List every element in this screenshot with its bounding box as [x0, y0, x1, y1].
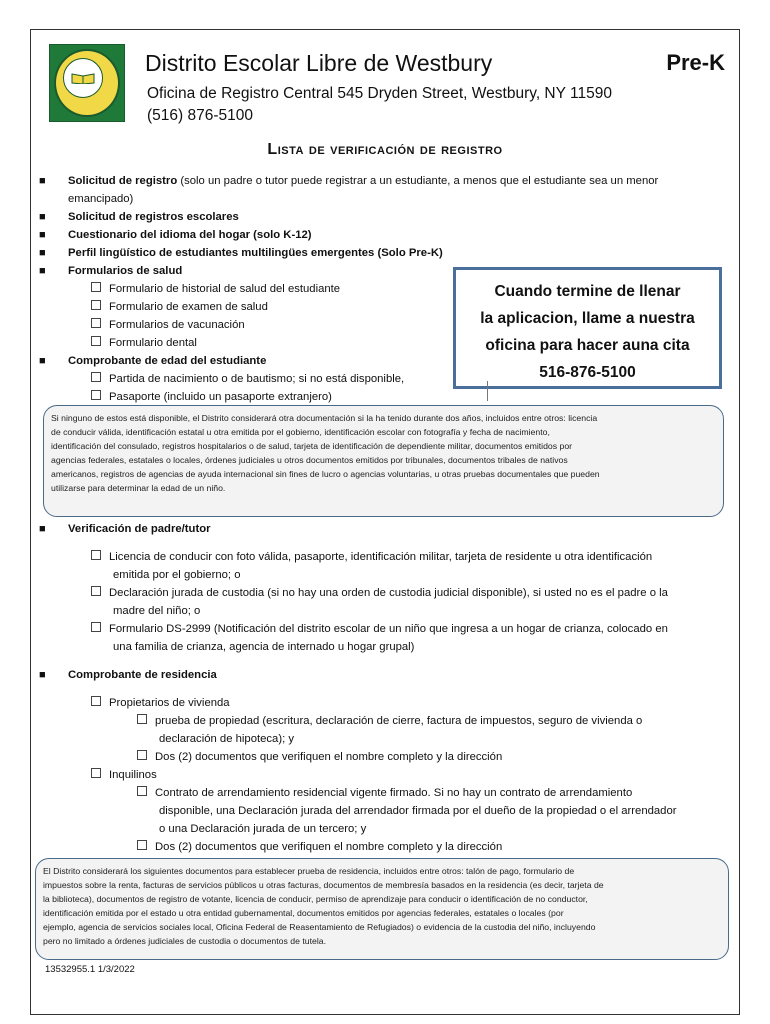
checkbox[interactable]	[91, 336, 101, 346]
checkbox-label: Contrato de arrendamiento residencial vigente firmado. Si no hay un contrato de arrendamiento	[155, 787, 633, 799]
list-item: ■ Verificación de padre/tutor	[31, 520, 731, 548]
checkbox-item[interactable]	[31, 694, 731, 712]
checkbox-label: Formulario dental	[109, 337, 197, 349]
checkbox-label: Licencia de conducir con foto válida, pasaporte, identificación militar, tarjeta de residente u otra identificación	[109, 551, 653, 563]
item-residencia: Comprobante de residencia	[68, 669, 217, 681]
checkbox-label: Dos (2) documentos que verifiquen el nombre completo y la dirección	[155, 751, 503, 763]
address-line: Oficina de Registro Central 545 Dryden Street, Westbury, NY 11590	[147, 85, 612, 102]
book-icon	[71, 72, 95, 84]
note-line: la biblioteca), documentos de registro de votante, licencia de conducir, permiso de aprendizaje para conducir o identificación de no conductor,	[43, 894, 588, 905]
list-item: ■ Formularios de salud	[31, 262, 721, 280]
callout-line: la aplicacion, llame a nuestra	[480, 310, 695, 327]
note-line: identificación del consulado, registros hospitalarios o de salud, tarjeta de identificación de dependiente militar, documentos emitidos por	[51, 441, 573, 452]
checkbox-label: Propietarios de vivienda	[109, 697, 230, 709]
list-item: ■ Perfil lingüístico de estudiantes multilingües emergentes (Solo Pre-K)	[31, 244, 721, 262]
checkbox-label-cont: declaración de hipoteca); y	[159, 733, 295, 745]
checkbox-label: Inquilinos	[109, 769, 157, 781]
note-line: utilizarse para determinar la edad de un niño.	[51, 483, 226, 494]
note-line: de conducir válida, identificación estatal u otra emitida por el gobierno, identificación escolar con fotografía y fecha de nacimiento,	[51, 427, 550, 438]
checkbox-label-cont: disponible, una Declaración jurada del arrendador firmada por el dueño de la propiedad o el arrendador	[159, 805, 677, 817]
checkbox[interactable]	[91, 372, 101, 382]
checkbox-item[interactable]	[31, 548, 731, 566]
checkbox-item[interactable]	[31, 748, 731, 766]
list-item: ■ Comprobante de edad del estudiante	[31, 352, 721, 370]
checkbox-label: Formulario DS-2999 (Notificación del distrito escolar de un niño que ingresa a un hogar de crianza, colocado en	[109, 623, 668, 635]
checkbox-label-cont: madre del niño; o	[113, 605, 201, 617]
district-name: Distrito Escolar Libre de Westbury	[145, 50, 493, 76]
list-item: ■ Comprobante de residencia	[31, 666, 731, 694]
checkbox[interactable]	[91, 622, 101, 632]
item-salud: Formularios de salud	[68, 265, 183, 277]
note-line: impuestos sobre la renta, facturas de servicios públicos u otras facturas, documentos de membresía basados en la residencia (es decir, tarjeta de	[43, 880, 604, 891]
checkbox[interactable]	[91, 550, 101, 560]
checkbox[interactable]	[137, 714, 147, 724]
item-edad: Comprobante de edad del estudiante	[68, 355, 267, 367]
checkbox-label: Partida de nacimiento o de bautismo; si no está disponible,	[109, 373, 405, 385]
note-line: El Distrito considerará los siguientes documentos para establecer prueba de residencia, incluidos entre otros: talón de pago, formulario de	[43, 866, 575, 876]
checkbox-item[interactable]	[31, 766, 731, 784]
document-id-footer: 13532955.1 1/3/2022	[45, 964, 135, 975]
district-seal-logo	[49, 44, 125, 122]
list-item: ■ Solicitud de registros escolares	[31, 208, 721, 226]
note-line: pero no limitado a órdenes judiciales de custodia o documentos de tutela.	[43, 936, 327, 947]
checkbox-label: Formulario de examen de salud	[109, 301, 268, 313]
residence-section	[31, 666, 731, 856]
checkbox-item[interactable]	[31, 388, 721, 406]
checkbox[interactable]	[91, 696, 101, 706]
checkbox[interactable]	[137, 750, 147, 760]
callout-phone: 516-876-5100	[539, 364, 636, 381]
callout-line: Cuando termine de llenar	[494, 283, 681, 300]
checkbox[interactable]	[91, 390, 101, 400]
checkbox[interactable]	[91, 300, 101, 310]
checkbox[interactable]	[91, 768, 101, 778]
seal-center	[63, 58, 103, 98]
checkbox-item[interactable]	[31, 784, 731, 802]
document-page	[30, 29, 740, 1015]
checkbox-item[interactable]	[31, 838, 731, 856]
note-line: ejemplo, agencia de servicios sociales local, Oficina Federal de Reasentamiento de Refugiados) o evidencia de la custodia del niño, incluyendo	[43, 922, 596, 933]
note-line: identificación emitida por el estado u otra entidad gubernamental, documentos emitidos por agencias federales, estatales o locales (por	[43, 908, 564, 919]
checkbox-label: Formulario de historial de salud del estudiante	[109, 283, 341, 295]
item-idioma: Cuestionario del idioma del hogar (solo K-12)	[68, 229, 312, 241]
checkbox-label-cont: emitida por el gobierno; o	[113, 569, 241, 581]
item-padre: Verificación de padre/tutor	[68, 523, 211, 535]
list-item: ■ Solicitud de registro (solo un padre o tutor puede registrar a un estudiante, a menos que el estudiante sea un menor	[39, 175, 659, 187]
parent-section	[31, 520, 731, 656]
checkbox[interactable]	[137, 786, 147, 796]
note-line: agencias federales, estatales o locales, órdenes judiciales u otros documentos emitidos por tribunales, documentos tribales de nativos	[51, 455, 568, 466]
note-line: Si ninguno de estos está disponible, el Distrito considerará otra documentación si la ha tenido durante dos años, incluidos entre otros: licencia	[51, 413, 598, 423]
age-documents-note	[43, 405, 724, 517]
item-solicitud: Solicitud de registro	[68, 175, 178, 187]
checkbox-item[interactable]	[31, 620, 731, 638]
checkbox[interactable]	[91, 318, 101, 328]
grade-level: Pre-K	[666, 50, 725, 75]
item-registros: Solicitud de registros escolares	[68, 211, 239, 223]
item-solicitud-detail: (solo un padre o tutor puede registrar a un estudiante, a menos que el estudiante sea un menor	[177, 175, 659, 187]
checkbox-label: prueba de propiedad (escritura, declaración de cierre, factura de impuestos, seguro de vivienda o	[155, 715, 643, 727]
checkbox-label: Dos (2) documentos que verifiquen el nombre completo y la dirección	[155, 841, 503, 853]
checkbox-item[interactable]	[31, 712, 731, 730]
appointment-callout	[453, 267, 722, 389]
checkbox-item[interactable]	[31, 584, 731, 602]
item-solicitud-cont: emancipado)	[68, 193, 134, 205]
checkbox[interactable]	[137, 840, 147, 850]
checkbox[interactable]	[91, 586, 101, 596]
phone-line: (516) 876-5100	[147, 107, 253, 124]
checkbox-label: Pasaporte (incluido un pasaporte extranjero)	[109, 391, 332, 403]
checkbox-label-cont: o una Declaración jurada de un tercero; y	[159, 823, 367, 835]
note-line: americanos, registros de agencias de ayuda internacional sin fines de lucro o agencias voluntarias, u otras pruebas documentales que pueden	[51, 469, 600, 480]
callout-line: oficina para hacer auna cita	[485, 337, 690, 354]
residence-documents-note	[35, 858, 729, 960]
office-address	[147, 83, 612, 127]
list-item: ■ Cuestionario del idioma del hogar (solo K-12)	[31, 226, 721, 244]
checkbox-label-cont: una familia de crianza, agencia de internado u hogar grupal)	[113, 641, 415, 653]
checkbox-label: Formularios de vacunación	[109, 319, 245, 331]
checkbox[interactable]	[91, 282, 101, 292]
page-title: Lista de verificación de registro	[267, 141, 503, 158]
divider	[487, 381, 488, 401]
checkbox-label: Declaración jurada de custodia (si no hay una orden de custodia judicial disponible), si usted no es el padre o la	[109, 587, 668, 599]
item-perfil: Perfil lingüístico de estudiantes multilingües emergentes (Solo Pre-K)	[68, 247, 443, 259]
